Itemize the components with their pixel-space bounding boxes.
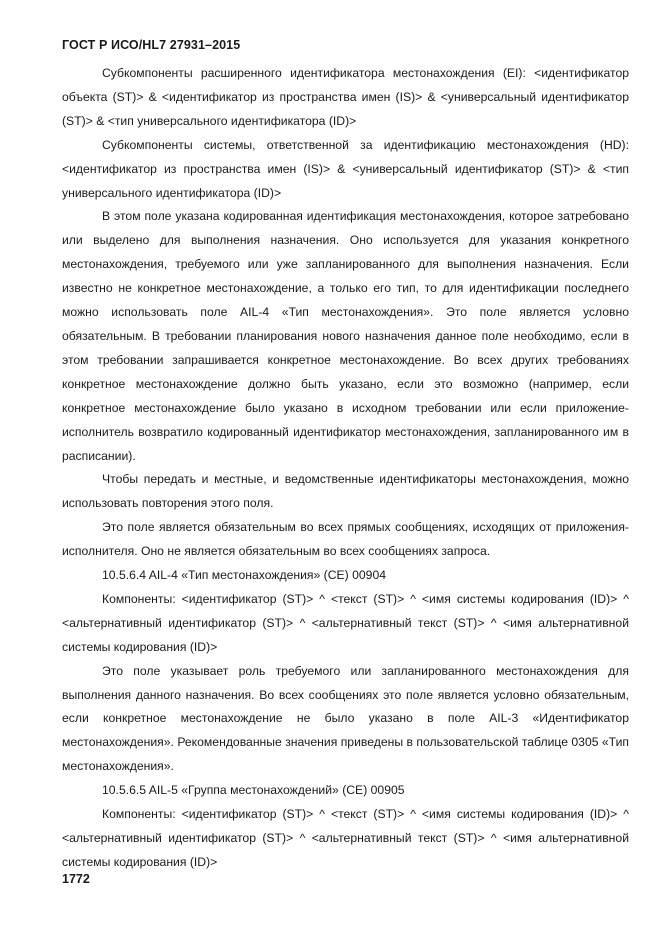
section-heading-ail-5: 10.5.6.5 AIL-5 «Группа местонахождений» (CE) 00905 xyxy=(102,783,405,798)
paragraph-hd-subcomponents: Субкомпоненты системы, ответственной за идентификацию местонахождения (HD): <идентификатор из пространства имен (IS)> & <универсальный идентификатор (ST)> & <тип универсального идентификатора (ID)> xyxy=(62,137,629,200)
paragraph-required: Это поле является обязательным во всех прямых сообщениях, исходящих от приложения-исполнителя. Оно не является обязательным во всех сообщениях запроса. xyxy=(62,520,629,559)
paragraph-ail-4-components: Компоненты: <идентификатор (ST)> ^ <текст (ST)> ^ <имя системы кодирования (ID)> ^ <альтернативный идентификатор (ST)> ^ <альтернативный текст (ST)> ^ <имя альтернативной системы кодирования (ID)> xyxy=(62,591,629,654)
paragraph-repetitions: Чтобы передать и местные, и ведомственные идентификаторы местонахождения, можно использовать повторения этого поля. xyxy=(62,472,629,511)
page-number: 1772 xyxy=(62,872,90,886)
document-body xyxy=(62,62,629,875)
paragraph-ail-5-components: Компоненты: <идентификатор (ST)> ^ <текст (ST)> ^ <имя системы кодирования (ID)> ^ <альтернативный идентификатор (ST)> ^ <альтернативный текст (ST)> ^ <имя альтернативной системы кодирования (ID)> xyxy=(62,807,629,869)
document-header: ГОСТ Р ИСО/HL7 27931–2015 xyxy=(62,38,241,52)
paragraph-ei-subcomponents: Субкомпоненты расширенного идентификатора местонахождения (EI): <идентификатор объекта (ST)> & <идентификатор из пространства имен (IS)> & <универсальный идентификатор (ST)> & <тип универсального идентификатора (ID)> xyxy=(62,66,629,128)
paragraph-location-description: В этом поле указана кодированная идентификация местонахождения, которое затребовано или выделено для выполнения назначения. Оно используется для указания конкретного местонахождения, требуемого или уже запланированного для выполнения назначения. Если известно не конкретное местонахождение, а только его тип, то для идентификации последнего можно использовать поле AIL-4 «Тип местонахождения». Это поле является условно обязательным. В требовании планирования нового назначения данное поле необходимо, если в этом требовании запрашивается конкретное местонахождение. Во всех других требованиях конкретное местонахождение должно быть указано, если это возможно (например, если конкретное местонахождение было указано в исходном требовании или если приложение-исполнитель возвратило кодированный идентификатор местонахождения, запланированного им в расписании). xyxy=(62,209,629,463)
section-heading-ail-4: 10.5.6.4 AIL-4 «Тип местонахождения» (CE) 00904 xyxy=(102,568,387,583)
paragraph-ail-4-description: Это поле указывает роль требуемого или запланированного местонахождения для выполнения данного назначения. Во всех сообщениях это поле является условно обязательным, если конкретное местонахождение не было указано в поле AIL-3 «Идентификатор местонахождения». Рекомендованные значения приведены в пользовательской таблице 0305 «Тип местонахождения». xyxy=(62,663,629,774)
